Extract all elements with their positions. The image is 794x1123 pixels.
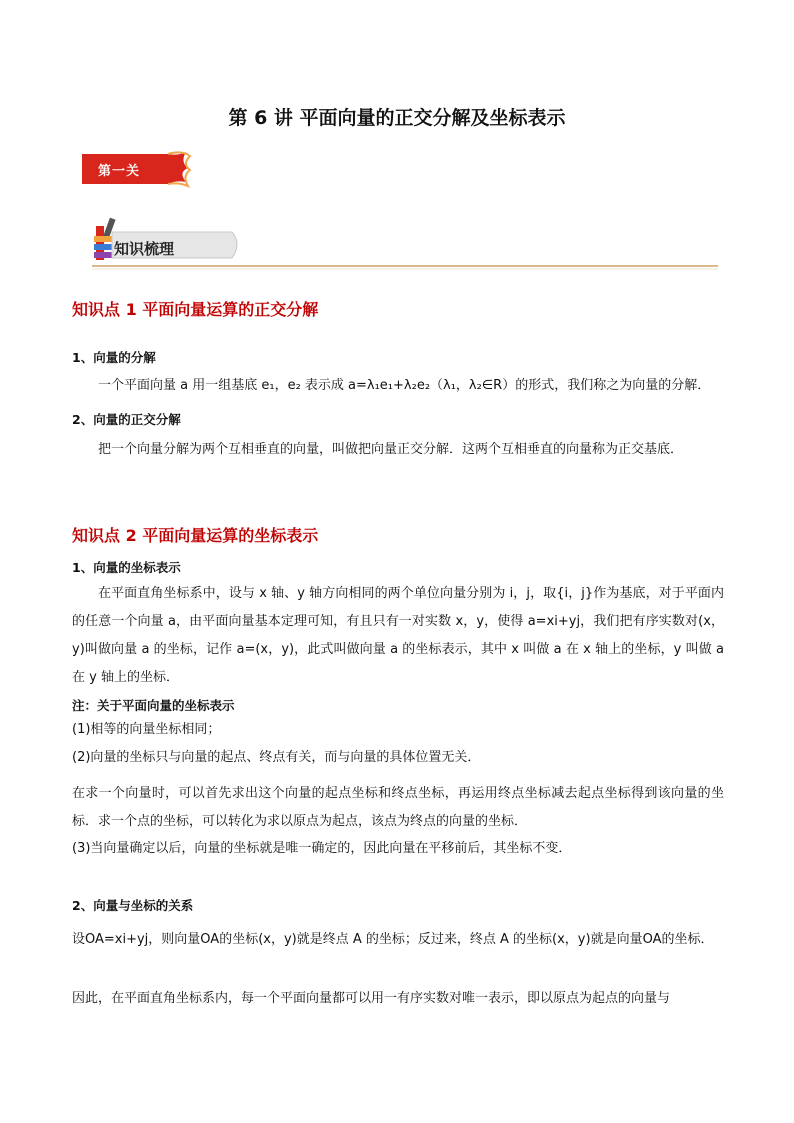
note-item-2: (2)向量的坐标只与向量的起点、终点有关，而与向量的具体位置无关． [72, 750, 481, 765]
section2-sub1-text: 在平面直角坐标系中，设与 x 轴、y 轴方向相同的两个单位向量分别为 i，j，取{i，j}作为基底，对于平面内的任意一个向量 a，由平面向量基本定理可知，有且只有一对实数 x，y，使得 a=xi+yj，我们把有序实数对(x，y)叫做向量 a 的坐标，记作 a=(x，y)，此式叫做向量 a 的坐标表示，其中 x 叫做 a 在 x 轴上的坐标，y 叫做 a 在 y 轴上的坐标． [72, 586, 724, 685]
section2-sub2-text: 设OA=xi+yj，则向量OA的坐标(x，y)就是终点 A 的坐标；反过来，终点 A 的坐标(x，y)就是向量OA的坐标． [72, 932, 714, 947]
page-title: 第 6 讲 平面向量的正交分解及坐标表示 [228, 107, 566, 129]
note-item-3: (3)当向量确定以后，向量的坐标就是唯一确定的，因此向量在平移前后，其坐标不变． [72, 841, 572, 856]
knowledge-header-graphic [92, 214, 722, 274]
section1-heading: 知识点 1 平面向量运算的正交分解 [72, 300, 319, 319]
section2-sub2-title: 2、向量与坐标的关系 [72, 898, 194, 913]
section1-sub1-text: 一个平面向量 a 用一组基底 e₁，e₂ 表示成 a=λ₁e₁+λ₂e₂（λ₁，λ₂∈R）的形式，我们称之为向量的分解． [98, 378, 711, 393]
section2-heading: 知识点 2 平面向量运算的坐标表示 [72, 526, 319, 545]
section1-sub2-text: 把一个向量分解为两个互相垂直的向量，叫做把向量正交分解．这两个互相垂直的向量称为正交基底． [98, 442, 684, 457]
section1-sub2-title: 2、向量的正交分解 [72, 412, 181, 427]
banner-label: 第一关 [98, 164, 141, 179]
section1-sub1-title: 1、向量的分解 [72, 350, 156, 365]
section2-sub1-title: 1、向量的坐标表示 [72, 560, 181, 575]
section2-sub2-text2: 因此，在平面直角坐标系内，每一个平面向量都可以用一有序实数对唯一表示，即以原点为起点的向量与 [72, 991, 671, 1006]
knowledge-header-label: 知识梳理 [114, 240, 175, 258]
note-item-1: (1)相等的向量坐标相同； [72, 722, 221, 737]
note-title: 注：关于平面向量的坐标表示 [72, 698, 235, 713]
note-extra: 在求一个向量时，可以首先求出这个向量的起点坐标和终点坐标，再运用终点坐标减去起点坐标得到该向量的坐标．求一个点的坐标，可以转化为求以原点为起点，该点为终点的向量的坐标． [72, 786, 724, 829]
